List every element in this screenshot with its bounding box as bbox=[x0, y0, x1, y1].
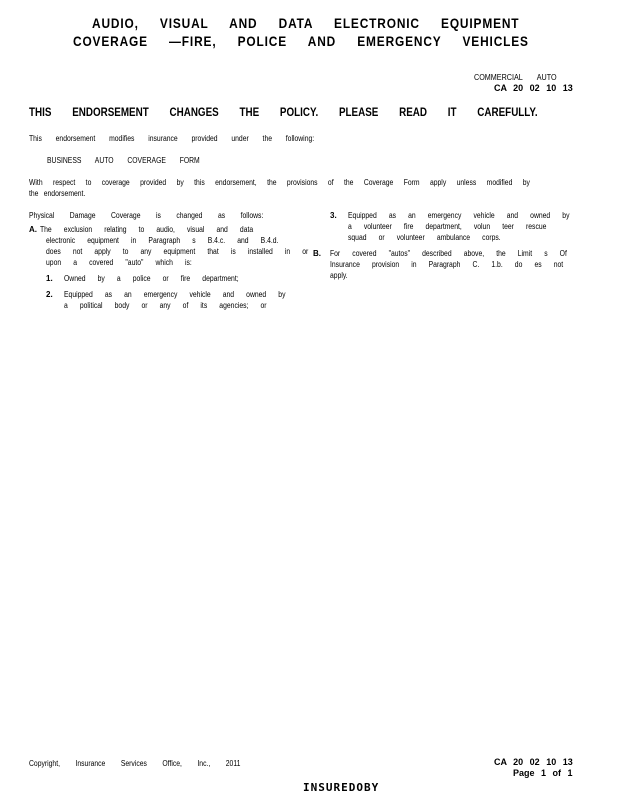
respect-line-2: the endorsement. bbox=[29, 189, 86, 198]
item-3-label: 3. bbox=[330, 211, 337, 220]
form-name: BUSINESS AUTO COVERAGE FORM bbox=[47, 156, 200, 165]
item-2-line-1: Equipped as an emergency vehicle and owned by bbox=[64, 290, 286, 299]
watermark: INSUREDOBY bbox=[303, 781, 380, 794]
item-1-label: 1. bbox=[46, 274, 53, 283]
paragraph-b bbox=[313, 248, 583, 281]
item-1-text: Owned by a police or fire department; bbox=[64, 274, 239, 283]
endorsement-notice: THIS ENDORSEMENT CHANGES THE POLICY. PLEASE READ IT CAREFULLY. bbox=[29, 105, 538, 119]
item-2-label: 2. bbox=[46, 290, 53, 299]
paragraph-b-label: B. bbox=[313, 249, 321, 258]
item-3-line-2: a volunteer fire department, volun teer rescue bbox=[348, 222, 547, 231]
paragraph-a-line-2: electronic equipment in Paragraph s B.4.c. and B.4.d. bbox=[46, 236, 279, 245]
page-indicator: Page 1 of 1 bbox=[513, 768, 573, 778]
item-2-line-2: a political body or any of its agencies; or bbox=[64, 301, 267, 310]
form-type: COMMERCIAL AUTO bbox=[474, 73, 557, 82]
paragraph-a-line-4: upon a covered "auto" which is: bbox=[46, 258, 192, 267]
right-column bbox=[313, 210, 583, 281]
item-3-line-3: squad or volunteer ambulance corps. bbox=[348, 233, 501, 242]
copyright-notice: Copyright, Insurance Services Office, Inc., 2011 bbox=[29, 759, 241, 768]
paragraph-a bbox=[29, 224, 309, 268]
respect-line-1: With respect to coverage provided by this endorsement, the provisions of the Coverage Form apply unless modified by bbox=[29, 178, 530, 187]
item-3-line-1: Equipped as an emergency vehicle and owned by bbox=[348, 211, 570, 220]
item-1 bbox=[46, 273, 299, 284]
paragraph-b-line-1: For covered "autos" described above, the Limit s Of bbox=[330, 249, 567, 258]
paragraph-b-line-2: Insurance provision in Paragraph C. 1.b. do es not bbox=[330, 260, 564, 269]
title-line-1: AUDIO, VISUAL AND DATA ELECTRONIC EQUIPMENT bbox=[92, 15, 520, 31]
intro-text: This endorsement modifies insurance provided under the following: bbox=[29, 134, 315, 143]
footer-form-info bbox=[494, 757, 573, 779]
item-2 bbox=[46, 289, 299, 311]
left-column bbox=[29, 210, 309, 311]
paragraph-a-label: A. bbox=[29, 225, 37, 234]
title-line-2: COVERAGE —FIRE, POLICE AND EMERGENCY VEHICLES bbox=[73, 33, 529, 49]
item-3 bbox=[330, 210, 583, 243]
paragraph-a-line-3: does not apply to any equipment that is installed in or bbox=[46, 247, 309, 256]
paragraph-a-line-1: The exclusion relating to audio, visual and data bbox=[40, 225, 254, 234]
physical-damage-heading: Physical Damage Coverage is changed as follows: bbox=[29, 211, 264, 220]
paragraph-b-line-3: apply. bbox=[330, 271, 348, 280]
footer-form-number: CA 20 02 10 13 bbox=[494, 757, 573, 767]
form-number-top: CA 20 02 10 13 bbox=[494, 83, 573, 93]
